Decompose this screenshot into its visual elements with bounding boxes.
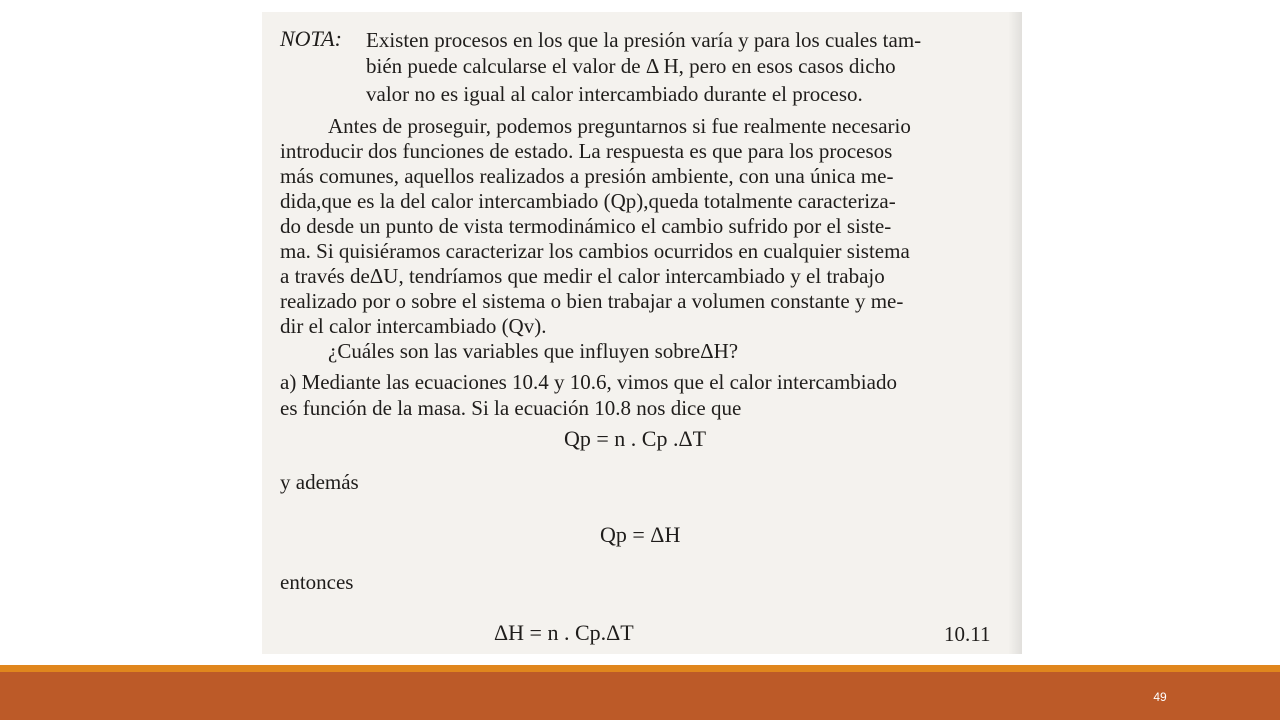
paragraph-line: dir el calor intercambiado (Qv). xyxy=(280,314,547,338)
paragraph-line: do desde un punto de vista termodinámico el cambio sufrido por el siste- xyxy=(280,214,892,238)
note-line: valor no es igual al calor intercambiado durante el proceso. xyxy=(366,82,863,106)
scanned-page xyxy=(262,12,1022,654)
equation-number: 10.11 xyxy=(944,622,991,646)
footer-bar xyxy=(0,672,1280,720)
paragraph-line: introducir dos funciones de estado. La respuesta es que para los procesos xyxy=(280,139,893,163)
paragraph-line: ma. Si quisiéramos caracterizar los cambios ocurridos en cualquier sistema xyxy=(280,239,910,263)
question-line: ¿Cuáles son las variables que influyen sobreΔH? xyxy=(328,339,739,363)
equation-dh-n-cp-dt: ΔH = n . Cp.ΔT xyxy=(494,620,634,645)
equation-qp-dh: Qp = ΔH xyxy=(600,522,681,547)
y-ademas-text: y además xyxy=(280,470,359,494)
paragraph-line: más comunes, aquellos realizados a presión ambiente, con una única me- xyxy=(280,164,894,188)
paragraph-line: dida,que es la del calor intercambiado (Qp),queda totalmente caracteriza- xyxy=(280,189,896,213)
paragraph-line: Antes de proseguir, podemos preguntarnos si fue realmente necesario xyxy=(328,114,911,138)
paragraph-line: realizado por o sobre el sistema o bien trabajar a volumen constante y me- xyxy=(280,289,904,313)
entonces-text: entonces xyxy=(280,570,354,594)
paragraph-line: a través deΔU, tendríamos que medir el calor intercambiado y el trabajo xyxy=(280,264,885,288)
note-line: bién puede calcularse el valor de Δ H, pero en esos casos dicho xyxy=(366,54,896,78)
footer-accent-strip xyxy=(0,665,1280,672)
item-a-line: es función de la masa. Si la ecuación 10.8 nos dice que xyxy=(280,396,742,420)
equation-qp-n-cp-dt: Qp = n . Cp .ΔT xyxy=(564,426,707,451)
slide-page-number: 49 xyxy=(1153,690,1167,704)
note-line: Existen procesos en los que la presión varía y para los cuales tam- xyxy=(366,28,922,52)
item-a-line: a) Mediante las ecuaciones 10.4 y 10.6, vimos que el calor intercambiado xyxy=(280,370,897,394)
note-label: NOTA: xyxy=(280,26,342,51)
